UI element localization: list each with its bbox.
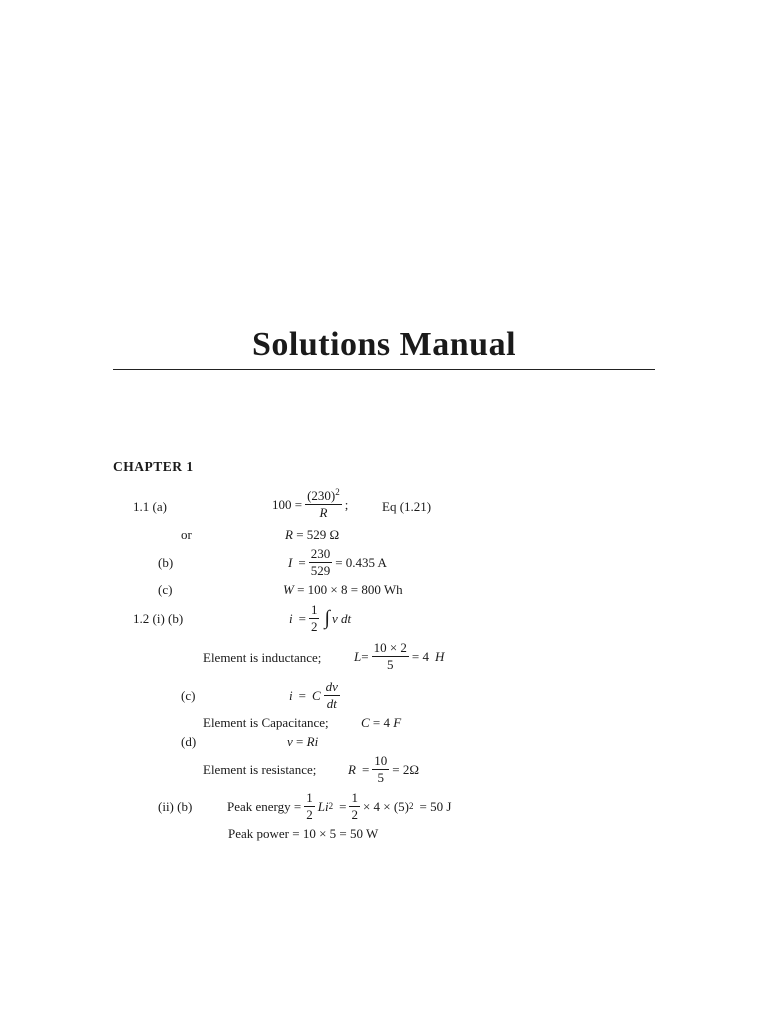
eq-1-1-b-fraction	[309, 547, 333, 577]
eq-resistance-fraction	[372, 754, 389, 784]
eq-resistance	[348, 754, 419, 784]
eq-inductance-eq: =	[361, 648, 369, 664]
peak-energy-result: = 50 J	[419, 798, 452, 814]
peak-power-line: Peak power = 10 × 5 = 50 W	[228, 826, 379, 841]
eq-1-1-or-val: = 529 Ω	[296, 527, 340, 542]
eq-peak-energy: Peak energy = $\frac{1}{2}$ Li 2 = $\frac{1}{2}$ × 4 × (5) 2 = 50 J	[227, 790, 452, 822]
eq-1-2-c	[289, 680, 343, 710]
peak-energy-eq: =	[339, 798, 347, 814]
eq-resistance-num: 10	[374, 753, 388, 768]
peak-energy-num-2: 1	[351, 790, 358, 805]
eq-1-2-b-eq: =	[298, 610, 306, 626]
eq-1-2-d	[287, 735, 318, 748]
peak-energy-mid: × 4 × (5)	[362, 798, 410, 814]
peak-energy-frac-1	[304, 791, 315, 821]
eq-capacitance-unit: F	[393, 715, 402, 730]
eq-resistance-var: R	[348, 761, 356, 777]
eq-1-1-a-semicolon: ;	[344, 496, 349, 512]
capacitance-statement: Element is Capacitance;	[203, 715, 329, 730]
eq-1-1-a-num-sup: 2	[335, 487, 340, 497]
eq-1-2-d-eq: =	[296, 734, 304, 749]
eq-1-2-b-tail: v dt	[331, 610, 352, 626]
eq-1-1-or	[285, 528, 339, 541]
eq-1-1-b-den: 529	[310, 562, 331, 578]
eq-1-1-b-var: I	[288, 554, 293, 570]
peak-energy-num-1: 1	[306, 790, 313, 805]
eq-resistance-result: = 2Ω	[392, 761, 420, 777]
resistance-statement: Element is resistance;	[203, 762, 317, 777]
peak-energy-den-1: 2	[306, 806, 313, 822]
eq-1-2-c-num: dv	[325, 679, 338, 694]
eq-1-2-c-fraction	[324, 680, 340, 710]
eq-inductance-num: 10 × 2	[373, 640, 407, 655]
eq-1-1-b	[288, 547, 387, 577]
eq-1-1-a-num: (230)	[307, 488, 336, 503]
eq-capacitance-eq: = 4	[372, 715, 391, 730]
eq-1-2-c-lhs: i	[289, 687, 293, 703]
eq-resistance-den: 5	[377, 769, 385, 785]
eq-inductance-unit: H	[435, 648, 445, 664]
problem-1-2-label: 1.2 (i) (b)	[133, 611, 184, 626]
eq-inductance	[354, 641, 444, 671]
peak-energy-li: Li	[317, 798, 329, 814]
eq-capacitance	[361, 716, 401, 729]
peak-energy-frac-2	[349, 791, 360, 821]
eq-1-2-c-den: dt	[326, 695, 337, 711]
eq-1-1-c	[283, 583, 403, 596]
eq-resistance-eq: =	[361, 761, 370, 777]
eq-1-2-c-var: C	[311, 687, 321, 703]
inductance-statement: Element is inductance;	[203, 650, 322, 665]
eq-1-1-a	[272, 489, 348, 519]
title-rule	[113, 369, 655, 370]
eq-1-1-c-expr: = 100 × 8 = 800 Wh	[297, 582, 403, 597]
eq-1-2-d-rhs: Ri	[306, 734, 319, 749]
peak-energy-label: Peak energy =	[227, 798, 302, 814]
part-1-2-c-label: (c)	[181, 688, 196, 703]
eq-inductance-den: 5	[387, 656, 394, 672]
part-1-2-ii-label: (ii) (b)	[158, 799, 193, 814]
eq-1-1-b-eq: =	[298, 554, 306, 570]
eq-1-2-d-var: v	[287, 734, 293, 749]
eq-1-1-a-den: R	[319, 504, 328, 520]
eq-1-1-a-reference: Eq (1.21)	[382, 499, 432, 514]
eq-1-2-b-num: 1	[310, 602, 318, 617]
or-label: or	[181, 527, 192, 542]
eq-1-1-or-var: R	[285, 527, 293, 542]
eq-1-1-a-fraction	[305, 489, 342, 519]
peak-energy-den-2: 2	[351, 806, 358, 822]
eq-1-2-c-eq: =	[298, 687, 306, 703]
integral-symbol: ∫	[324, 607, 330, 630]
eq-1-2-b-fraction	[309, 603, 320, 633]
part-1-1-c-label: (c)	[158, 582, 173, 597]
problem-1-1-label: 1.1 (a)	[133, 499, 167, 514]
eq-1-1-b-result: = 0.435 A	[335, 554, 387, 570]
eq-1-1-b-num: 230	[310, 546, 331, 561]
eq-1-2-b-den: 2	[310, 618, 318, 634]
eq-capacitance-var: C	[361, 715, 370, 730]
eq-1-1-a-lhs: 100 =	[272, 496, 303, 512]
eq-inductance-result: = 4	[411, 648, 430, 664]
eq-inductance-fraction	[372, 641, 409, 671]
eq-1-2-b-var: i	[289, 610, 293, 626]
eq-1-1-c-var: W	[283, 582, 294, 597]
part-1-1-b-label: (b)	[158, 555, 174, 570]
eq-1-2-b	[289, 603, 351, 633]
chapter-heading: CHAPTER 1	[113, 459, 194, 474]
part-1-2-d-label: (d)	[181, 734, 197, 749]
page-title: Solutions Manual	[251, 326, 517, 363]
eq-inductance-var: L	[354, 648, 362, 664]
